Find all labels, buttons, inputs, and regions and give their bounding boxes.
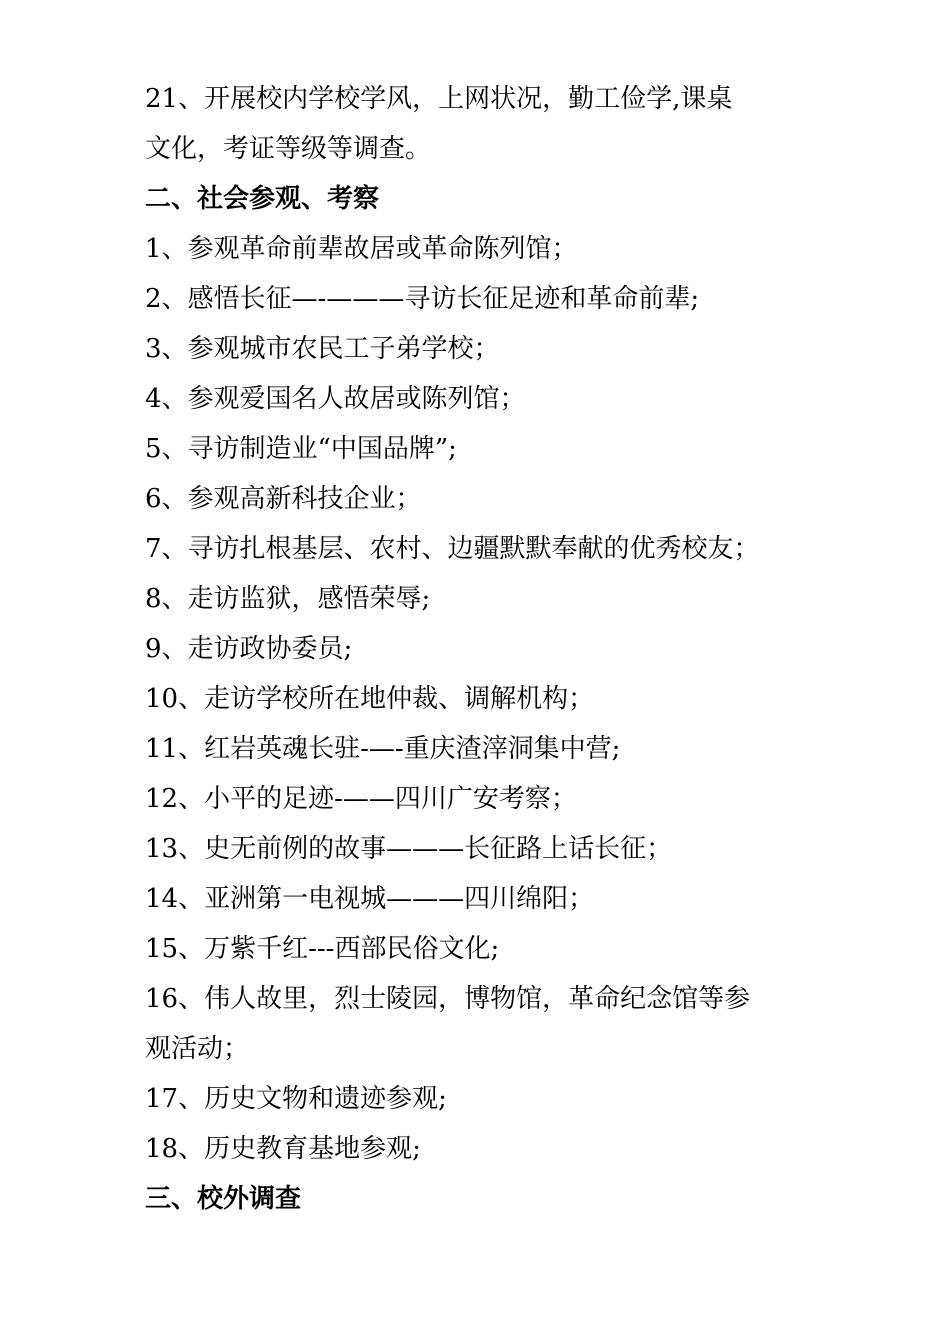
item-21-line-1: 21、开展校内学校学风，上网状况，勤工俭学,课桌 [145,84,733,114]
list-item-16-line-1: 16、伟人故里，烈士陵园，博物馆，革命纪念馆等参 [145,984,751,1014]
list-item-11: 11、红岩英魂长驻-—-重庆渣滓洞集中营; [145,734,621,764]
item-21-line-2: 文化，考证等级等调查。 [145,134,432,164]
list-item-16-line-2: 观活动； [145,1034,250,1064]
list-item-3: 3、参观城市农民工子弟学校； [145,334,500,364]
list-item-14: 14、亚洲第一电视城———四川绵阳； [145,884,595,914]
list-item-8: 8、走访监狱，感悟荣辱; [145,584,431,614]
list-item-5: 5、寻访制造业“中国品牌”; [145,434,457,464]
list-item-18: 18、历史教育基地参观; [145,1134,421,1164]
list-item-4: 4、参观爱国名人故居或陈列馆； [145,384,526,414]
section-heading-3: 三、校外调查 [145,1184,302,1214]
list-item-7: 7、寻访扎根基层、农村、边疆默默奉献的优秀校友； [145,534,760,564]
list-item-6: 6、参观高新科技企业； [145,484,422,514]
list-item-10: 10、走访学校所在地仲裁、调解机构； [145,684,595,714]
list-item-12: 12、小平的足迹-——四川广安考察； [145,784,577,814]
list-item-9: 9、走访政协委员; [145,634,353,664]
list-item-2: 2、感悟长征—-———寻访长征足迹和革命前辈; [145,284,700,314]
list-item-13: 13、史无前例的故事———长征路上话长征； [145,834,673,864]
list-item-17: 17、历史文物和遗迹参观; [145,1084,447,1114]
list-item-1: 1、参观革命前辈故居或革命陈列馆； [145,234,578,264]
section-heading-2: 二、社会参观、考察 [145,184,380,214]
document-page [145,74,810,1224]
list-item-15: 15、万紫千红---西部民俗文化; [145,934,500,964]
